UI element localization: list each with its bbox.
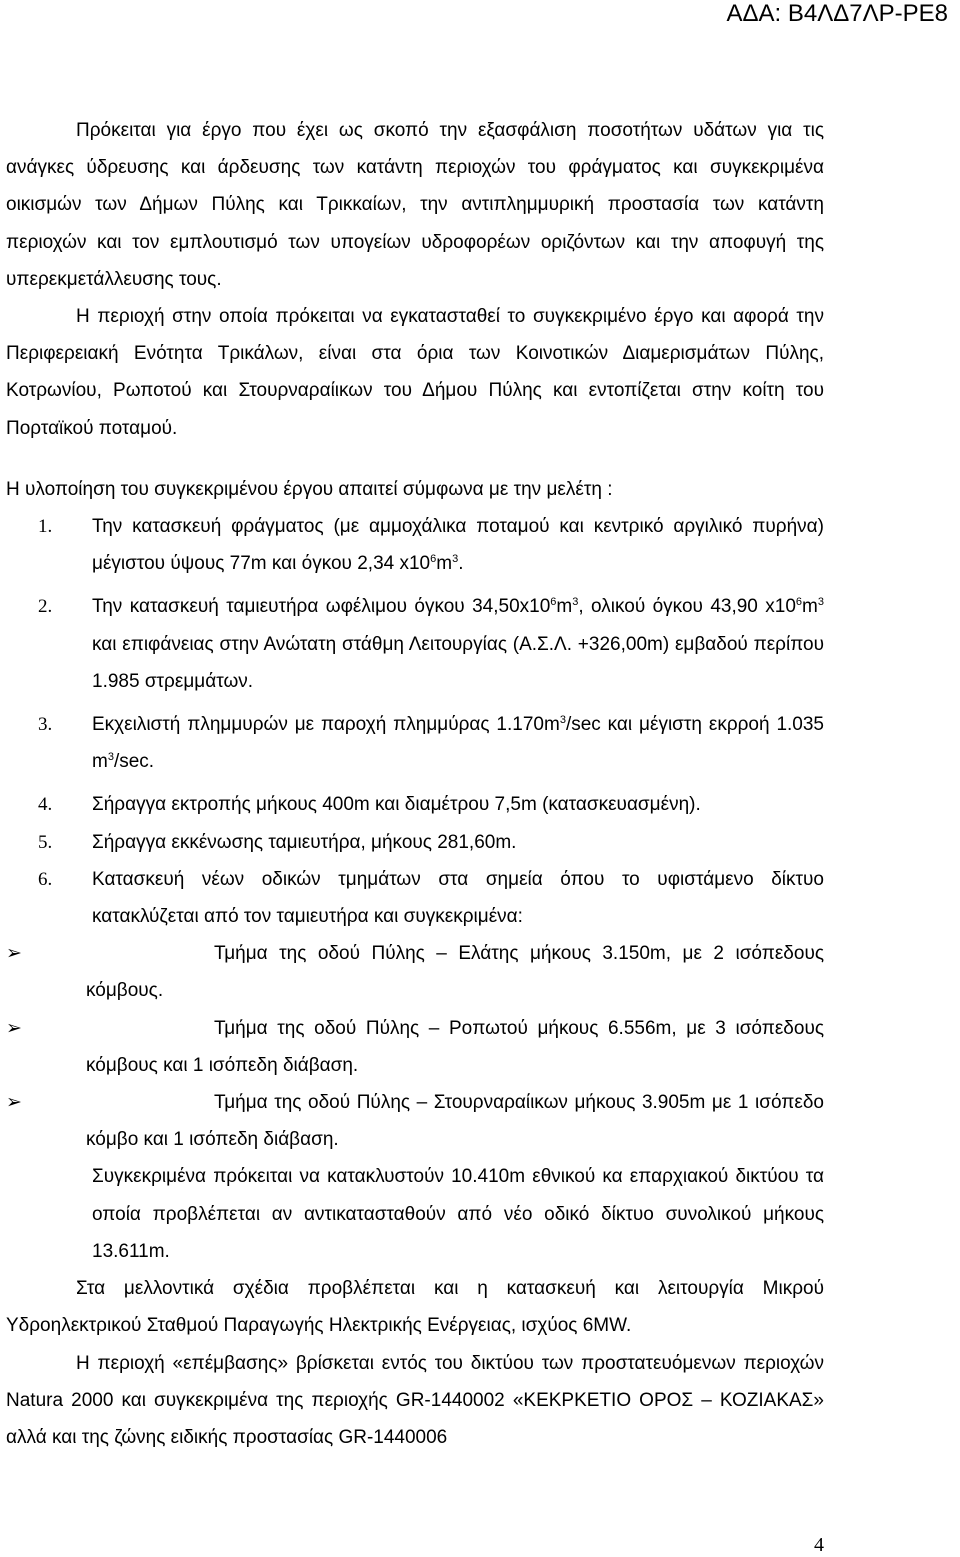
list-item: 1. Την κατασκευή φράγματος (με αμμοχάλικα ποταμού και κεντρικό αργιλικό πυρήνα) μέγιστου ύψους 77m και όγκου 2,34 $x10^6m^3$.: [6, 508, 824, 582]
list-number: 4.: [38, 794, 53, 816]
page-number: 4: [814, 1534, 824, 1556]
list-item: 6. Κατασκευή νέων οδικών τμημάτων στα σημεία όπου το υφιστάμενο δίκτυο κατακλύζεται από τον ταμιευτήρα και συγκεκριμένα:: [6, 861, 824, 935]
paragraph-purpose: Πρόκειται για έργο που έχει ως σκοπό την εξασφάλιση ποσοτήτων υδάτων για τις ανάγκες ύδρευσης και άρδευσης των κατάντη περιοχών του φράγματος και συγκεκριμένα οικισμών των Δήμων Πύλης και Τρικκαίων, την αντιπλημμυρική προστασία των κατάντη περιοχών και τον εμπλουτισμό των υπογείων υδροφορέων οριζόντων και την αποφυγή της υπερεκμετάλλευσης τους.: [6, 120, 824, 290]
list-number: 2.: [38, 596, 53, 618]
list-item: ➢ Τμήμα της οδού Πύλης – Στουρναραίικων μήκους 3.905m με 1 ισόπεδο κόμβο και 1 ισόπεδη διάβαση.: [6, 1084, 824, 1158]
list-number: 6.: [38, 868, 53, 890]
paragraph-location: Η περιοχή στην οποία πρόκειται να εγκατασταθεί το συγκεκριμένο έργο και αφορά την Περιφερειακή Ενότητα Τρικάλων, είναι στα όρια των Κοινοτικών Διαμερισμάτων Πύλης, Κοτρωνίου, Ρωποτού και Στουρναραίικων του Δήμου Πύλης και εντοπίζεται στην κοίτη του Πορταϊκού ποταμού.: [6, 306, 824, 439]
list-number: 1.: [38, 516, 53, 538]
works-list: [6, 508, 824, 935]
list-item: ➢ Τμήμα της οδού Πύλης – Ρoπωτού μήκους 6.556m, με 3 ισόπεδους κόμβους και 1 ισόπεδη διάβαση.: [6, 1010, 824, 1084]
list-number: 3.: [38, 714, 53, 736]
paragraph-natura: Η περιοχή «επέμβασης» βρίσκεται εντός του δικτύου των προστατευόμενων περιοχών Natura 2000 και συγκεκριμένα της περιοχής GR-1440002 «ΚΕΚΡΚΕΤΙΟ ΟΡΟΣ – ΚΟΖΙΑΚΑΣ» αλλά και της ζώνης ειδικής προστασίας GR-1440006: [6, 1352, 824, 1448]
road-sections-list: [6, 935, 824, 1158]
list-item: ➢ Τμήμα της οδού Πύλης – Ελάτης μήκους 3.150m, με 2 ισόπεδους κόμβους.: [6, 935, 824, 1009]
ada-code: ΑΔΑ: Β4ΛΔ7ΛΡ-ΡΕ8: [726, 0, 948, 27]
list-item: 4. Σήραγγα εκτροπής μήκους 400m και διαμέτρου 7,5m (κατασκευασμένη).: [6, 786, 824, 823]
arrowhead-icon: ➢: [6, 943, 22, 965]
paragraph-requirements: Η υλοποίηση του συγκεκριμένου έργου απαιτεί σύμφωνα με την μελέτη :: [6, 478, 613, 500]
paragraph-flooded-roads: Συγκεκριμένα πρόκειται να κατακλυστούν 10.410m εθνικού κα επαρχιακού δικτύου τα οποία προβλέπεται αν αντικατασταθούν από νέο οδικό δίκτυο συνολικού μήκους 13.611m.: [92, 1166, 824, 1262]
arrowhead-icon: ➢: [6, 1092, 22, 1114]
list-item: 3. Εκχειλιστή πλημμυρών με παροχή πλημμύρας $1.170m^3/\sec$ και μέγιστη εκρροή 1.035 $m^3/\sec$.: [6, 706, 824, 780]
paragraph-hydro-station: Στα μελλοντικά σχέδια προβλέπεται και η κατασκευή και λειτουργία Μικρού Υδροηλεκτρικού Σταθμού Παραγωγής Ηλεκτρικής Ενέργειας, ισχύος 6MW.: [6, 1278, 824, 1337]
list-number: 5.: [38, 831, 53, 853]
list-item: 2. Την κατασκευή ταμιευτήρα ωφέλιμου όγκου $34,50x10^6m^3$, ολικού όγκου 43,90 $x10^6m^3$ και επιφάνειας στην Ανώτατη στάθμη Λειτουργίας (Α.Σ.Λ. +326,00m) εμβαδού περίπου 1.985 στρεμμάτων.: [6, 588, 824, 700]
list-item: 5. Σήραγγα εκκένωσης ταμιευτήρα, μήκους 281,60m.: [6, 824, 824, 861]
document-body: [6, 112, 824, 1456]
arrowhead-icon: ➢: [6, 1017, 22, 1039]
